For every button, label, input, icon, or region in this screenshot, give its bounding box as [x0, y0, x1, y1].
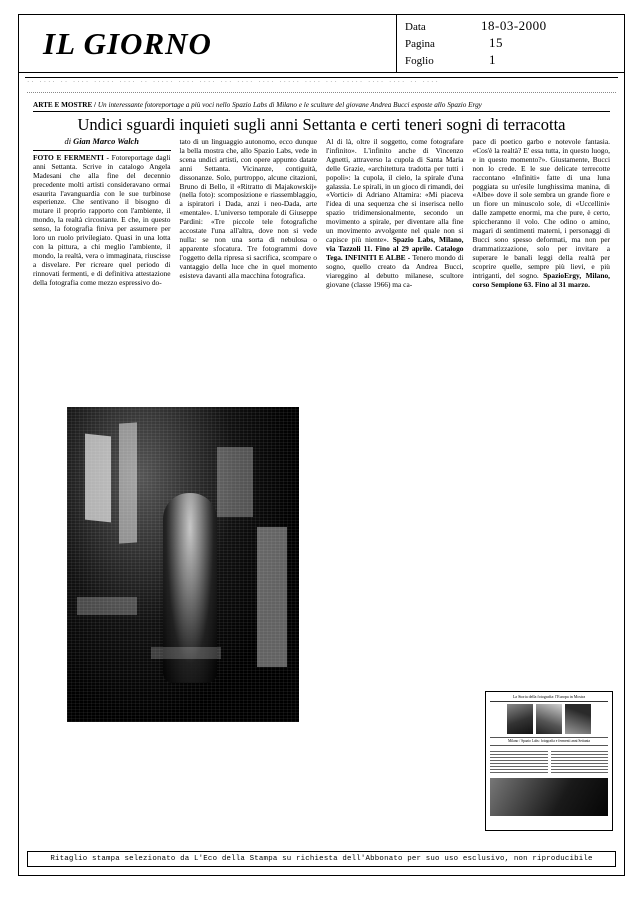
masthead-title-wrap — [19, 15, 396, 72]
column-1-lead: FOTO E FERMENTI - — [33, 152, 112, 162]
newspaper-page — [18, 14, 625, 876]
column-3-lead2: INFINITI E ALBE - — [344, 252, 413, 262]
catalog-thumb-3 — [565, 704, 591, 734]
column-3-body: Al di là, oltre il soggetto, come fotografare l'infinito». L'infinito anche di Vincenzo Agnetti, attraverso la cupola di Santa Maria delle Grazie, «architettura tradotta per tutti i popoli»: la cupola, il cielo, la spirale d'una galassia. Le spirali, in un gioco di rimandi, dei «Vortici» di Adriano Altamira: «Mi piaceva l'idea di una sequenza che si inserisca nello spazio tridimensionalmente, secondo un movimento a spirale, per diventare alla fine un movimento avvolgente nel quale non si capisce più niente». — [326, 137, 464, 244]
scan-artifact-strip: ·· ···· ·· ···· ····· ···· ·· ····· ···· ···· ··· ···· ···· ····· ···· ··· ····· ···· ···· ·· ···· — [27, 78, 616, 93]
meta-label-pagina: Pagina — [405, 38, 435, 50]
catalog-inset-photo — [490, 778, 608, 816]
column-3-venue: Spazio Labs, Milano, via Tazzoli 11. Fino al 29 aprile. Catalogo Tega. — [326, 234, 464, 262]
column-2-text: tato di un linguaggio autonomo, ecco dunque la bella mostra che, allo Spazio Labs, vede in scena undici artisti, con opere appunto datate anni Settanta. Vicinanze, contiguità, dissonanze. Solo, purtroppo, alcune citazioni, Bruno di Bello, il «Ritratto di Majakowskij» (nella foto): scomposizione e riassemblaggio, a ispiratori i Dada, anzi i neo-Dada, arte «mentale». L'universo temporale di Giuseppe Pardini: «Tre piccole tele fotografiche accostate l'una all'altra, dove non si vede nulla: se non una sorta di nebulosa o apparente sfocatura. Tre fotogrammi dove l'oggetto della ripresa si sacrifica, scompare o vantaggio della luce che in quel momento esisteva davanti alla macchina fotografica. — [179, 137, 317, 280]
column-4 — [473, 138, 611, 289]
kicker-section: ARTE E MOSTRE / — [33, 101, 97, 109]
photo-shape-2 — [119, 422, 137, 543]
photo-shape-4 — [257, 527, 287, 667]
byline-prefix: di — [64, 137, 74, 146]
photo-shape-6 — [151, 647, 221, 659]
masthead — [19, 15, 624, 73]
meta-value-pagina: 15 — [489, 35, 503, 50]
meta-label-data: Data — [405, 21, 426, 33]
clipping-footer-notice: Ritaglio stampa selezionato da L'Eco della Stampa su richiesta dell'Abbonato per suo uso esclusivo, non riproducibile — [27, 851, 616, 867]
catalog-subtitle: Milano / Spazio Labs: fotografia e fermenti anni Settanta — [490, 737, 608, 745]
catalog-thumb-2 — [536, 704, 562, 734]
catalog-text-col-2 — [551, 749, 609, 775]
meta-row-pagina — [405, 35, 618, 52]
column-2 — [180, 138, 318, 289]
column-3 — [326, 138, 464, 289]
catalog-thumbnails — [490, 704, 608, 734]
ritratto-di-majakowskij-photo — [67, 407, 299, 722]
catalog-clipping-image — [485, 691, 613, 831]
column-4-text — [473, 138, 611, 289]
column-1-body: Fotoreportage dagli anni Settanta. Scrive in catalogo Angela Madesani che alla fine del decennio precedente molti artisti consideravano ormai esaurita l'avanguardia con le sue turbinose esperienze. Che sentivano il bisogno di mutare il proprio rapporto con l'ambiente, il mondo, la realtà circostante. E che, in questo senso, la fotografia finiva per assumere per loro un ruolo privilegiato. Quasi in una lotta con la pittura, a chi meglio l'ambiente, il mondo, la realtà, vera o immaginata, riuscisse a disvelare. Per ricreare quel periodo di rinnovati fermenti, e di definitiva attestazione della fotografia come mezzo espressivo do- — [33, 152, 171, 287]
article-kicker — [33, 93, 610, 112]
kicker-text: Un interessante fotoreportage a più voci nello Spazio Labs di Milano e le sculture del giovane Andrea Bucci esposte allo Spazio Ergy — [97, 101, 482, 109]
photo-shape-1 — [85, 434, 111, 523]
meta-label-foglio: Foglio — [405, 55, 434, 67]
column-4-body: pace di poetico garbo e notevole fantasia. «Cos'è la realtà? E' essa tutta, in questo luogo, e in questo momento?». Giustamente, Bucci non lo crede. E le sue delicate terrecotte raccontano «Infiniti» fatte di una luna poggiata su un'esile lunghissima manina, di «Albe» dove il sole sembra un grande fiore e un fiore un minuscolo sole, di «Uccellini» dalle zampette enormi, ma che pure, è certo, spiccheranno il volo. Che odino o amino, magari di sentimenti materni, i personaggi di Bucci sono spesso deformati, ma non per drammatizzazione, solo per invitare a superare le banali leggi della realtà per scoprire quelle, sempre più lievi, e più intriganti, del sogno. — [472, 137, 610, 280]
column-3-tail: Tenero mondo di sogno, quello creato da Andrea Bucci, viareggino al debutto milanese, scultore giovane (classe 1966) ma ca- — [326, 252, 464, 289]
columns-container — [33, 136, 610, 289]
column-1 — [33, 138, 171, 289]
catalog-body — [490, 749, 608, 775]
catalog-thumb-1 — [507, 704, 533, 734]
meta-value-foglio: 1 — [489, 52, 496, 67]
page-title: Undici sguardi inquieti sugli anni Settanta e certi teneri sogni di terracotta — [77, 115, 566, 134]
masthead-meta-box — [396, 15, 624, 72]
column-3-text — [326, 138, 464, 289]
meta-row-foglio — [405, 52, 618, 69]
catalog-title: La Storia della fotografia: l'Europa in Mostra — [490, 695, 608, 702]
meta-value-data: 18-03-2000 — [481, 18, 547, 33]
photo-shape-5 — [77, 597, 137, 615]
byline — [33, 138, 171, 151]
column-4-venue: SpazioErgy, Milano, corso Sempione 63. Fino al 31 marzo. — [472, 270, 611, 289]
article-body — [19, 93, 624, 289]
column-1-text — [33, 154, 171, 288]
catalog-text-col-1 — [490, 749, 548, 775]
meta-row-data — [405, 18, 618, 35]
byline-author: Gian Marco Walch — [73, 137, 139, 146]
photo-shape-3 — [217, 447, 253, 517]
publication-title: IL GIORNO — [43, 25, 212, 61]
